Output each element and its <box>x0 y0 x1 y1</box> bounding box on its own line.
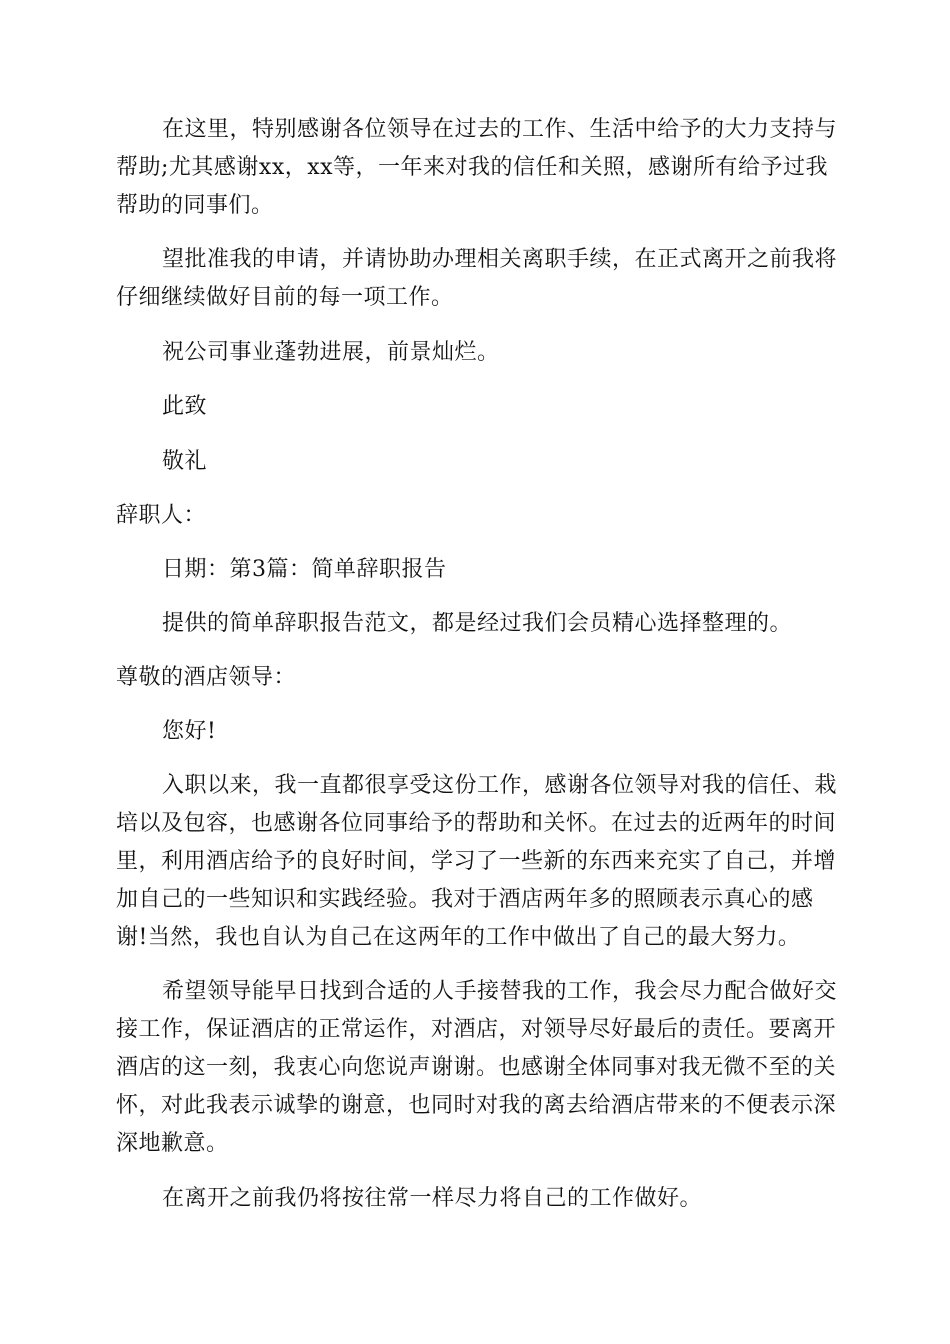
text-line: 敬礼 <box>162 449 208 474</box>
text-line: 此致 <box>162 394 208 419</box>
text-line: 培以及包容，也感谢各位同事给予的帮助和关怀。在过去的近两年的时间 <box>116 811 837 836</box>
text-line: 加自己的一些知识和实践经验。我对于酒店两年多的照顾表示真心的感 <box>116 887 814 912</box>
text-line: 仔细继续做好目前的每一项工作。 <box>116 285 454 310</box>
text-line: 尊敬的酒店领导： <box>116 665 297 690</box>
text-line: 在这里，特别感谢各位领导在过去的工作、生活中给予的大力支持与 <box>162 117 838 142</box>
text-line: 接工作，保证酒店的正常运作，对酒店，对领导尽好最后的责任。要离开 <box>116 1017 837 1042</box>
text-line: 怀，对此我表示诚挚的谢意，也同时对我的离去给酒店带来的不便表示深 <box>116 1093 837 1118</box>
text-line: 深地歉意。 <box>116 1131 229 1156</box>
text-line: 入职以来，我一直都很享受这份工作，感谢各位领导对我的信任、栽 <box>162 773 838 798</box>
text-line: 祝公司事业蓬勃进展，前景灿烂。 <box>162 340 500 365</box>
text-line: 望批准我的申请，并请协助办理相关离职手续，在正式离开之前我将 <box>162 247 838 272</box>
text-line: 希望领导能早日找到合适的人手接替我的工作，我会尽力配合做好交 <box>162 979 838 1004</box>
text-line: 在离开之前我仍将按往常一样尽力将自己的工作做好。 <box>162 1186 703 1211</box>
text-line: 酒店的这一刻，我衷心向您说声谢谢。也感谢全体同事对我无微不至的关 <box>116 1055 837 1080</box>
text-line: 帮助的同事们。 <box>116 193 274 218</box>
text-line: 日期：第3篇：简单辞职报告 <box>162 557 447 582</box>
text-line: 您好! <box>162 719 217 744</box>
text-line: 帮助;尤其感谢xx，xx等，一年来对我的信任和关照，感谢所有给予过我 <box>116 155 829 180</box>
text-line: 提供的简单辞职报告范文，都是经过我们会员精心选择整理的。 <box>162 611 793 636</box>
text-line: 谢!当然，我也自认为自己在这两年的工作中做出了自己的最大努力。 <box>116 925 801 950</box>
text-line: 辞职人： <box>116 503 207 528</box>
text-line: 里，利用酒店给予的良好时间，学习了一些新的东西来充实了自己，并增 <box>116 849 837 874</box>
